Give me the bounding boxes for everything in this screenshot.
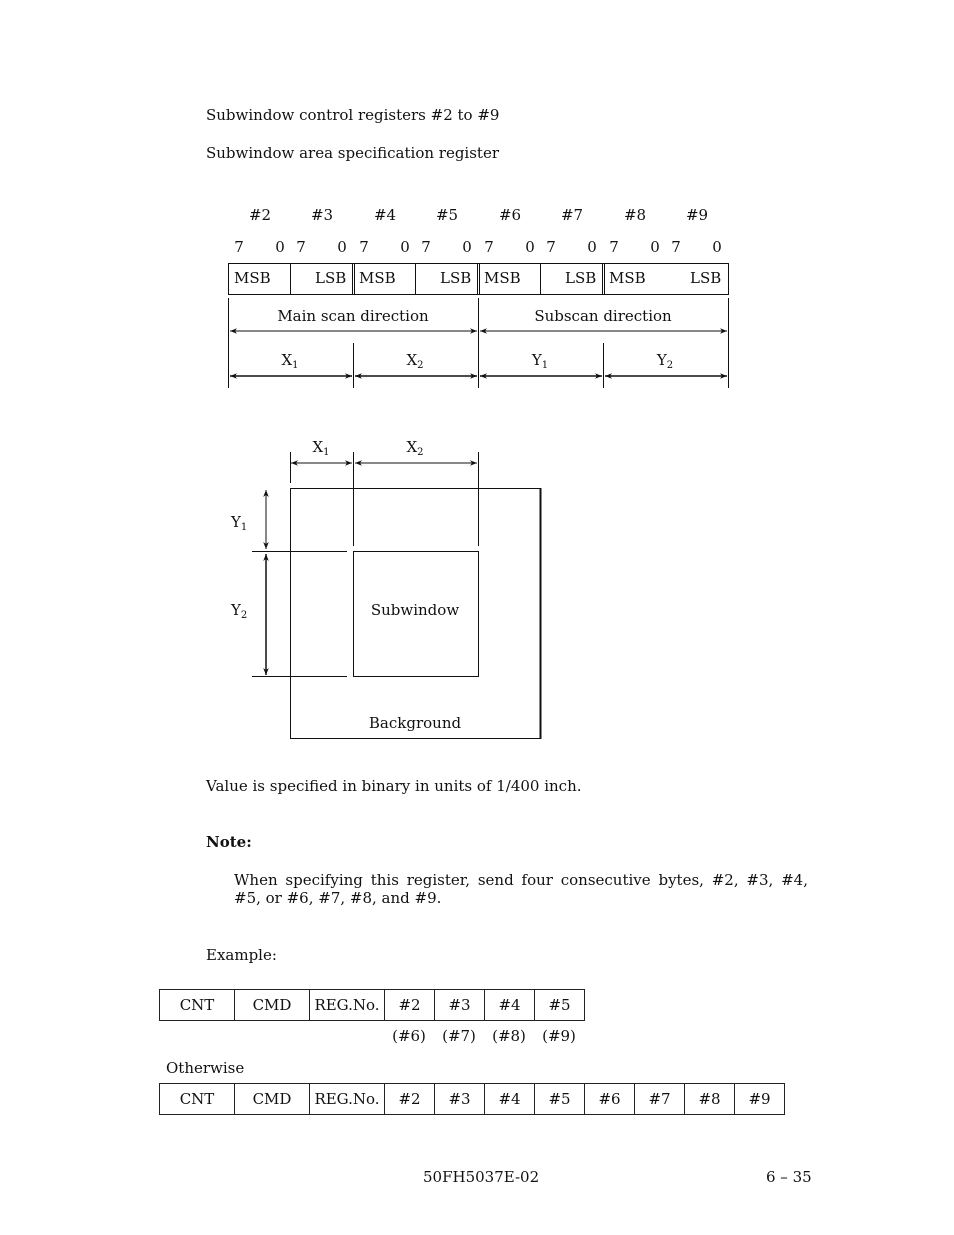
alt-byte-label: (#9) (542, 1027, 576, 1045)
cell-cmd: CMD (235, 990, 310, 1020)
example-label: Example: (206, 946, 277, 964)
cell-regno: REG.No. (310, 1084, 385, 1114)
bit-label: 7 (671, 238, 681, 256)
msb-label: MSB (234, 269, 271, 287)
bit-label: 7 (609, 238, 619, 256)
area-y2-label: $Y_2$ (231, 601, 248, 621)
bit-label: 7 (421, 238, 431, 256)
register-number: #3 (310, 206, 334, 224)
page-title: Subwindow control registers #2 to #9 (206, 106, 500, 124)
footer-doc-id: 50FH5037E-02 (423, 1168, 540, 1186)
bit-label: 0 (400, 238, 410, 256)
msb-label: MSB (484, 269, 521, 287)
register-number: #9 (685, 206, 709, 224)
cell-cnt: CNT (160, 990, 235, 1020)
area-x1-label: $X_1$ (312, 438, 330, 458)
bit-label: 7 (296, 238, 306, 256)
register-number: #8 (623, 206, 647, 224)
register-number: #5 (435, 206, 459, 224)
subwindow-label: Subwindow (370, 601, 460, 619)
cell-cmd: CMD (235, 1084, 310, 1114)
footer-page-number: 6 – 35 (766, 1168, 812, 1186)
cell-byte: #4 (485, 990, 535, 1020)
msb-label: MSB (609, 269, 646, 287)
area-y1-label: $Y_1$ (231, 513, 248, 533)
note-body: When specifying this register, send four consecutive bytes, #2, #3, #4, #5, or #6, #7, #8, and #9. (234, 871, 808, 907)
cell-byte: #3 (435, 1084, 485, 1114)
example-row-eight-bytes (159, 1083, 785, 1115)
bit-label: 7 (484, 238, 494, 256)
bit-label: 0 (650, 238, 660, 256)
bit-label: 0 (275, 238, 285, 256)
cell-byte: #3 (435, 990, 485, 1020)
x2-label: $X_2$ (406, 351, 424, 371)
area-x2-label: $X_2$ (406, 438, 424, 458)
subscan-label: Subscan direction (534, 307, 672, 325)
bit-label: 0 (587, 238, 597, 256)
cell-byte: #5 (535, 990, 585, 1020)
main-scan-label: Main scan direction (277, 307, 429, 325)
section-subtitle: Subwindow area specification register (206, 144, 500, 162)
cell-byte: #7 (635, 1084, 685, 1114)
example-row-four-bytes (159, 989, 585, 1021)
alt-byte-label: (#7) (442, 1027, 476, 1045)
background-label: Background (368, 714, 462, 732)
note-heading: Note: (206, 833, 252, 851)
cell-byte: #2 (385, 990, 435, 1020)
otherwise-label: Otherwise (166, 1059, 245, 1077)
alt-byte-label: (#6) (392, 1027, 426, 1045)
bit-label: 0 (337, 238, 347, 256)
cell-byte: #5 (535, 1084, 585, 1114)
bit-label: 0 (525, 238, 535, 256)
y2-label: $Y_2$ (656, 351, 674, 371)
cell-byte: #4 (485, 1084, 535, 1114)
lsb-label: LSB (565, 269, 597, 287)
bit-label: 0 (712, 238, 722, 256)
x1-label: $X_1$ (281, 351, 299, 371)
register-number: #4 (373, 206, 397, 224)
register-number: #7 (560, 206, 584, 224)
register-number: #2 (248, 206, 272, 224)
cell-regno: REG.No. (310, 990, 385, 1020)
cell-byte: #8 (685, 1084, 735, 1114)
lsb-label: LSB (440, 269, 472, 287)
cell-byte: #9 (735, 1084, 785, 1114)
cell-byte: #6 (585, 1084, 635, 1114)
lsb-label: LSB (315, 269, 347, 287)
lsb-label: LSB (690, 269, 722, 287)
value-note: Value is specified in binary in units of 1/400 inch. (206, 777, 582, 795)
bit-label: 7 (234, 238, 244, 256)
cell-byte: #2 (385, 1084, 435, 1114)
bit-label: 7 (546, 238, 556, 256)
msb-label: MSB (359, 269, 396, 287)
register-number: #6 (498, 206, 522, 224)
alt-byte-label: (#8) (492, 1027, 526, 1045)
bit-label: 0 (462, 238, 472, 256)
bit-label: 7 (359, 238, 369, 256)
y1-label: $Y_1$ (531, 351, 549, 371)
cell-cnt: CNT (160, 1084, 235, 1114)
